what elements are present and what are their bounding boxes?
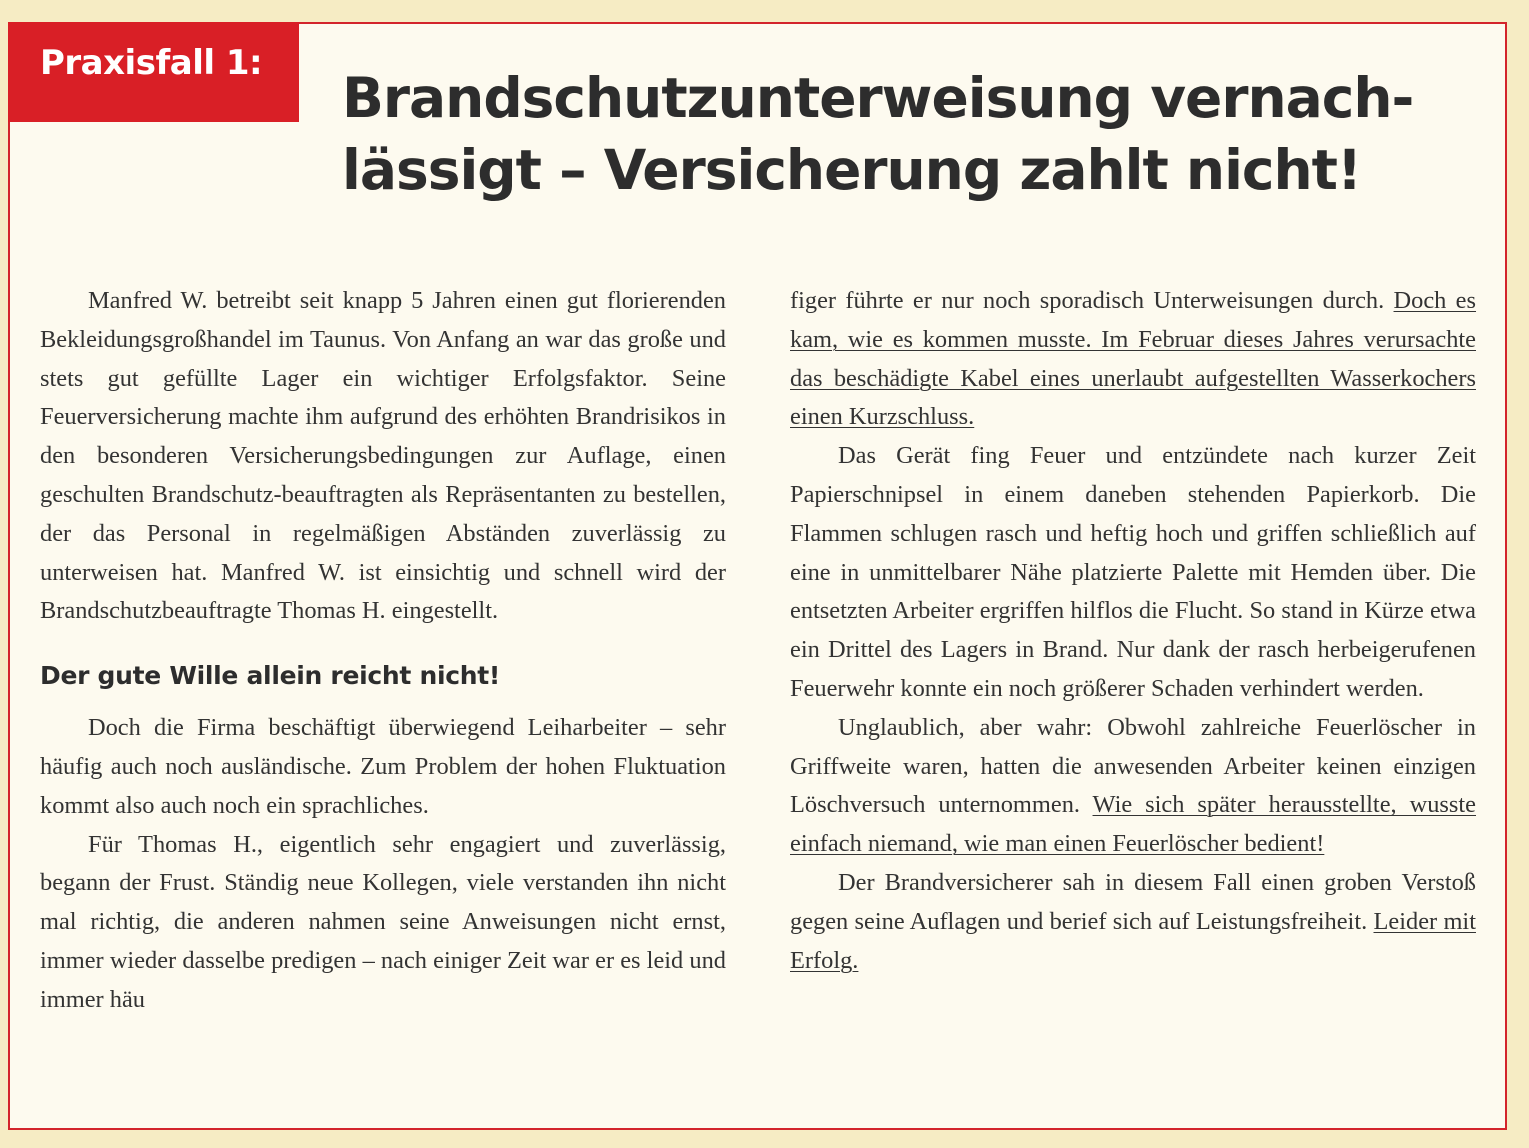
case-badge: [8, 22, 299, 122]
right-paragraph-1-underlined: Doch es kam, wie es kommen musste. Im Februar dieses Jahres verursachte das beschädigte Kabel eines unerlaubt aufgestellten Wasserkochers einen Kurzschluss.: [790, 287, 1477, 431]
right-column: [790, 282, 1476, 980]
right-paragraph-4-underlined: Leider mit Erfolg.: [790, 907, 1476, 974]
left-paragraph-2: Doch die Firma beschäftigt überwiegend Leiharbeiter – sehr häufig auch noch ausländische. Zum Problem der hohen Fluktuation kommt also auch noch ein sprachliches.: [40, 714, 726, 819]
right-paragraph-3: [790, 709, 1476, 864]
left-column: [40, 282, 726, 1020]
section-subheading: Der gute Wille allein reicht nicht!: [40, 661, 500, 691]
article-headline: Brandschutzunterweisung vernachlässigt – Versicherung zahlt nicht!: [342, 66, 1415, 202]
left-paragraph-1: Manfred W. betreibt seit knapp 5 Jahren einen gut florierenden Bekleidungsgroßhandel im Taunus. Von Anfang an war das große und stets gut gefüllte Lager ein wichtiger Erfolgsfaktor. Seine Feuerversicherung machte ihm aufgrund des erhöhten Brandrisikos in den besonderen Versicherungsbedingungen zur Auflage, einen geschulten Brandschutz-beauftragten als Repräsentanten zu bestellen, der das Personal in regelmäßigen Abständen zuverlässig zu unterweisen hat. Manfred W. ist einsichtig und schnell wird der Brandschutzbeauftragte Thomas H. eingestellt.: [40, 287, 726, 625]
right-paragraph-1-text: figer führte er nur noch sporadisch Unterweisungen durch.: [790, 287, 1394, 314]
right-paragraph-3-text: Unglaublich, aber wahr: Obwohl zahlreiche Feuerlöscher in Griffweite waren, hatten die anwesenden Arbeiter keinen einzigen Löschversuch unternommen.: [790, 713, 1476, 819]
right-paragraph-4-text: Der Brandversicherer sah in diesem Fall einen groben Verstoß gegen seine Auflagen und berief sich auf Leistungsfreiheit.: [790, 868, 1476, 935]
right-paragraph-2: Das Gerät fing Feuer und entzündete nach kurzer Zeit Papierschnipsel in einem daneben stehenden Papierkorb. Die Flammen schlugen rasch und heftig hoch und griffen schließlich auf eine in unmittelbarer Nähe platzierte Palette mit Hemden über. Die entsetzten Arbeiter ergriffen hilflos die Flucht. So stand in Kürze etwa ein Drittel des Lagers in Brand. Nur dank der rasch herbeigerufenen Feuerwehr konnte ein noch größerer Schaden verhindert werden.: [790, 442, 1476, 702]
left-paragraph-3: Für Thomas H., eigentlich sehr engagiert und zuverlässig, begann der Frust. Ständig neue Kollegen, viele verstanden ihn nicht mal richtig, die anderen nahmen seine Anweisungen nicht ernst, immer wieder dasselbe predigen – nach einiger Zeit war er es leid und immer häu: [40, 830, 726, 1013]
case-badge-label: Praxisfall 1:: [40, 43, 263, 83]
right-paragraph-1: [790, 282, 1476, 437]
right-paragraph-4: [790, 864, 1476, 980]
right-paragraph-3-underlined: Wie sich später herausstellte, wusste einfach niemand, wie man einen Feuerlöscher bedient!: [790, 791, 1476, 858]
